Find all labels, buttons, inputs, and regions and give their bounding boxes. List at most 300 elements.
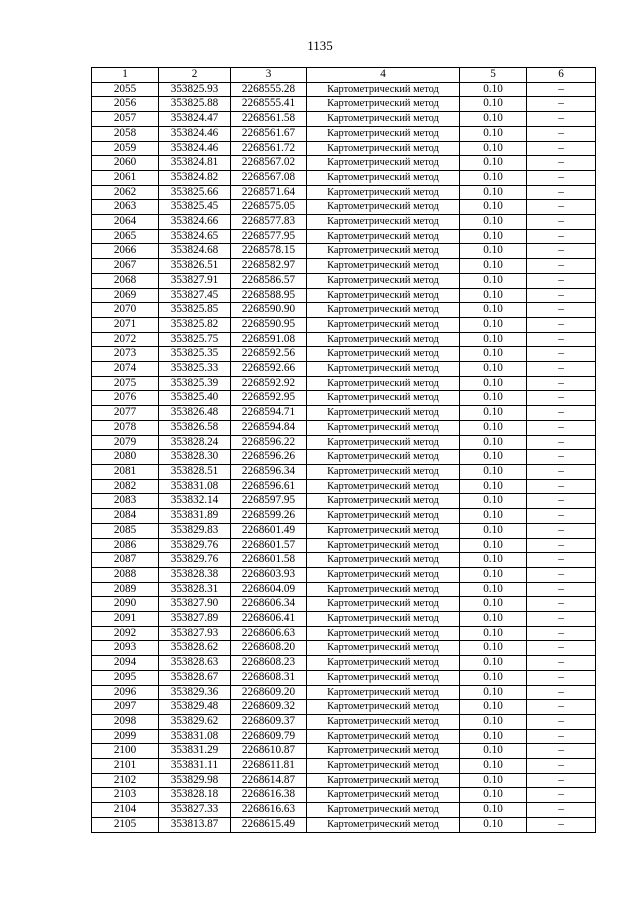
y-coordinate-cell: 2268561.58	[231, 112, 307, 127]
note-cell: –	[527, 729, 596, 744]
method-cell: Картометрический метод	[307, 200, 460, 215]
table-row	[92, 567, 596, 582]
accuracy-cell: 0.10	[460, 244, 527, 259]
y-coordinate-cell: 2268608.31	[231, 670, 307, 685]
note-cell: –	[527, 612, 596, 627]
note-cell: –	[527, 509, 596, 524]
point-number-cell: 2100	[92, 744, 159, 759]
method-cell: Картометрический метод	[307, 464, 460, 479]
x-coordinate-cell: 353824.46	[159, 126, 231, 141]
method-cell: Картометрический метод	[307, 97, 460, 112]
x-coordinate-cell: 353827.90	[159, 597, 231, 612]
x-coordinate-cell: 353825.40	[159, 391, 231, 406]
point-number-cell: 2073	[92, 347, 159, 362]
accuracy-cell: 0.10	[460, 773, 527, 788]
method-cell: Картометрический метод	[307, 626, 460, 641]
point-number-cell: 2079	[92, 435, 159, 450]
point-number-cell: 2074	[92, 362, 159, 377]
accuracy-cell: 0.10	[460, 656, 527, 671]
table-body	[92, 82, 596, 832]
accuracy-cell: 0.10	[460, 567, 527, 582]
note-cell: –	[527, 435, 596, 450]
table-row	[92, 700, 596, 715]
x-coordinate-cell: 353825.66	[159, 185, 231, 200]
y-coordinate-cell: 2268597.95	[231, 494, 307, 509]
x-coordinate-cell: 353829.76	[159, 538, 231, 553]
accuracy-cell: 0.10	[460, 170, 527, 185]
x-coordinate-cell: 353828.18	[159, 788, 231, 803]
y-coordinate-cell: 2268609.20	[231, 685, 307, 700]
note-cell: –	[527, 332, 596, 347]
method-cell: Картометрический метод	[307, 538, 460, 553]
column-header: 6	[527, 68, 596, 83]
point-number-cell: 2063	[92, 200, 159, 215]
note-cell: –	[527, 670, 596, 685]
method-cell: Картометрический метод	[307, 435, 460, 450]
y-coordinate-cell: 2268610.87	[231, 744, 307, 759]
note-cell: –	[527, 82, 596, 97]
note-cell: –	[527, 303, 596, 318]
note-cell: –	[527, 656, 596, 671]
y-coordinate-cell: 2268614.87	[231, 773, 307, 788]
point-number-cell: 2094	[92, 656, 159, 671]
accuracy-cell: 0.10	[460, 406, 527, 421]
point-number-cell: 2081	[92, 464, 159, 479]
y-coordinate-cell: 2268588.95	[231, 288, 307, 303]
point-number-cell: 2092	[92, 626, 159, 641]
method-cell: Картометрический метод	[307, 273, 460, 288]
y-coordinate-cell: 2268577.95	[231, 229, 307, 244]
x-coordinate-cell: 353827.89	[159, 612, 231, 627]
method-cell: Картометрический метод	[307, 656, 460, 671]
y-coordinate-cell: 2268596.34	[231, 464, 307, 479]
point-number-cell: 2086	[92, 538, 159, 553]
note-cell: –	[527, 156, 596, 171]
method-cell: Картометрический метод	[307, 332, 460, 347]
table-row	[92, 347, 596, 362]
method-cell: Картометрический метод	[307, 347, 460, 362]
column-header: 3	[231, 68, 307, 83]
accuracy-cell: 0.10	[460, 156, 527, 171]
y-coordinate-cell: 2268591.08	[231, 332, 307, 347]
note-cell: –	[527, 553, 596, 568]
point-number-cell: 2072	[92, 332, 159, 347]
table-row	[92, 376, 596, 391]
table-row	[92, 420, 596, 435]
accuracy-cell: 0.10	[460, 744, 527, 759]
point-number-cell: 2070	[92, 303, 159, 318]
method-cell: Картометрический метод	[307, 817, 460, 832]
accuracy-cell: 0.10	[460, 523, 527, 538]
y-coordinate-cell: 2268609.32	[231, 700, 307, 715]
point-number-cell: 2090	[92, 597, 159, 612]
y-coordinate-cell: 2268561.67	[231, 126, 307, 141]
x-coordinate-cell: 353827.93	[159, 626, 231, 641]
y-coordinate-cell: 2268601.58	[231, 553, 307, 568]
note-cell: –	[527, 494, 596, 509]
accuracy-cell: 0.10	[460, 450, 527, 465]
y-coordinate-cell: 2268592.95	[231, 391, 307, 406]
x-coordinate-cell: 353824.81	[159, 156, 231, 171]
x-coordinate-cell: 353824.82	[159, 170, 231, 185]
y-coordinate-cell: 2268604.09	[231, 582, 307, 597]
y-coordinate-cell: 2268592.92	[231, 376, 307, 391]
accuracy-cell: 0.10	[460, 626, 527, 641]
x-coordinate-cell: 353831.08	[159, 479, 231, 494]
note-cell: –	[527, 582, 596, 597]
y-coordinate-cell: 2268571.64	[231, 185, 307, 200]
table-row	[92, 141, 596, 156]
table-row	[92, 273, 596, 288]
note-cell: –	[527, 773, 596, 788]
y-coordinate-cell: 2268592.56	[231, 347, 307, 362]
table-row	[92, 317, 596, 332]
note-cell: –	[527, 464, 596, 479]
y-coordinate-cell: 2268592.66	[231, 362, 307, 377]
accuracy-cell: 0.10	[460, 817, 527, 832]
method-cell: Картометрический метод	[307, 126, 460, 141]
method-cell: Картометрический метод	[307, 112, 460, 127]
point-number-cell: 2075	[92, 376, 159, 391]
method-cell: Картометрический метод	[307, 376, 460, 391]
point-number-cell: 2059	[92, 141, 159, 156]
accuracy-cell: 0.10	[460, 464, 527, 479]
point-number-cell: 2087	[92, 553, 159, 568]
method-cell: Картометрический метод	[307, 391, 460, 406]
y-coordinate-cell: 2268599.26	[231, 509, 307, 524]
method-cell: Картометрический метод	[307, 229, 460, 244]
accuracy-cell: 0.10	[460, 538, 527, 553]
point-number-cell: 2102	[92, 773, 159, 788]
y-coordinate-cell: 2268596.26	[231, 450, 307, 465]
method-cell: Картометрический метод	[307, 700, 460, 715]
method-cell: Картометрический метод	[307, 567, 460, 582]
note-cell: –	[527, 406, 596, 421]
table-row	[92, 612, 596, 627]
x-coordinate-cell: 353828.24	[159, 435, 231, 450]
point-number-cell: 2091	[92, 612, 159, 627]
method-cell: Картометрический метод	[307, 714, 460, 729]
table-row	[92, 641, 596, 656]
note-cell: –	[527, 759, 596, 774]
point-number-cell: 2065	[92, 229, 159, 244]
note-cell: –	[527, 479, 596, 494]
x-coordinate-cell: 353826.51	[159, 259, 231, 274]
table-row	[92, 303, 596, 318]
y-coordinate-cell: 2268606.34	[231, 597, 307, 612]
table-row	[92, 685, 596, 700]
accuracy-cell: 0.10	[460, 376, 527, 391]
x-coordinate-cell: 353829.62	[159, 714, 231, 729]
table-row	[92, 185, 596, 200]
y-coordinate-cell: 2268609.37	[231, 714, 307, 729]
accuracy-cell: 0.10	[460, 259, 527, 274]
note-cell: –	[527, 700, 596, 715]
table-row	[92, 170, 596, 185]
method-cell: Картометрический метод	[307, 553, 460, 568]
method-cell: Картометрический метод	[307, 612, 460, 627]
method-cell: Картометрический метод	[307, 803, 460, 818]
x-coordinate-cell: 353826.48	[159, 406, 231, 421]
method-cell: Картометрический метод	[307, 141, 460, 156]
point-number-cell: 2061	[92, 170, 159, 185]
method-cell: Картометрический метод	[307, 670, 460, 685]
x-coordinate-cell: 353828.62	[159, 641, 231, 656]
y-coordinate-cell: 2268606.41	[231, 612, 307, 627]
x-coordinate-cell: 353829.98	[159, 773, 231, 788]
table-row	[92, 112, 596, 127]
method-cell: Картометрический метод	[307, 494, 460, 509]
y-coordinate-cell: 2268608.20	[231, 641, 307, 656]
note-cell: –	[527, 229, 596, 244]
coordinates-table	[91, 67, 596, 833]
table-row	[92, 803, 596, 818]
point-number-cell: 2095	[92, 670, 159, 685]
point-number-cell: 2077	[92, 406, 159, 421]
y-coordinate-cell: 2268561.72	[231, 141, 307, 156]
point-number-cell: 2067	[92, 259, 159, 274]
point-number-cell: 2068	[92, 273, 159, 288]
point-number-cell: 2082	[92, 479, 159, 494]
column-header: 2	[159, 68, 231, 83]
note-cell: –	[527, 200, 596, 215]
method-cell: Картометрический метод	[307, 420, 460, 435]
y-coordinate-cell: 2268615.49	[231, 817, 307, 832]
note-cell: –	[527, 597, 596, 612]
page-number: 1135	[307, 38, 333, 53]
accuracy-cell: 0.10	[460, 317, 527, 332]
x-coordinate-cell: 353827.33	[159, 803, 231, 818]
table-row	[92, 332, 596, 347]
point-number-cell: 2103	[92, 788, 159, 803]
y-coordinate-cell: 2268590.90	[231, 303, 307, 318]
point-number-cell: 2056	[92, 97, 159, 112]
y-coordinate-cell: 2268567.08	[231, 170, 307, 185]
x-coordinate-cell: 353826.58	[159, 420, 231, 435]
accuracy-cell: 0.10	[460, 362, 527, 377]
note-cell: –	[527, 244, 596, 259]
note-cell: –	[527, 391, 596, 406]
table-row	[92, 362, 596, 377]
y-coordinate-cell: 2268555.41	[231, 97, 307, 112]
accuracy-cell: 0.10	[460, 494, 527, 509]
table-row	[92, 670, 596, 685]
method-cell: Картометрический метод	[307, 641, 460, 656]
method-cell: Картометрический метод	[307, 215, 460, 230]
note-cell: –	[527, 538, 596, 553]
method-cell: Картометрический метод	[307, 509, 460, 524]
y-coordinate-cell: 2268609.79	[231, 729, 307, 744]
table-header-row	[92, 68, 596, 83]
x-coordinate-cell: 353824.46	[159, 141, 231, 156]
accuracy-cell: 0.10	[460, 509, 527, 524]
y-coordinate-cell: 2268555.28	[231, 82, 307, 97]
point-number-cell: 2066	[92, 244, 159, 259]
note-cell: –	[527, 744, 596, 759]
accuracy-cell: 0.10	[460, 288, 527, 303]
x-coordinate-cell: 353831.29	[159, 744, 231, 759]
note-cell: –	[527, 450, 596, 465]
note-cell: –	[527, 641, 596, 656]
accuracy-cell: 0.10	[460, 685, 527, 700]
method-cell: Картометрический метод	[307, 582, 460, 597]
y-coordinate-cell: 2268603.93	[231, 567, 307, 582]
accuracy-cell: 0.10	[460, 200, 527, 215]
x-coordinate-cell: 353829.83	[159, 523, 231, 538]
note-cell: –	[527, 567, 596, 582]
method-cell: Картометрический метод	[307, 685, 460, 700]
x-coordinate-cell: 353829.76	[159, 553, 231, 568]
note-cell: –	[527, 362, 596, 377]
note-cell: –	[527, 170, 596, 185]
note-cell: –	[527, 420, 596, 435]
note-cell: –	[527, 376, 596, 391]
point-number-cell: 2105	[92, 817, 159, 832]
x-coordinate-cell: 353825.35	[159, 347, 231, 362]
accuracy-cell: 0.10	[460, 479, 527, 494]
method-cell: Картометрический метод	[307, 362, 460, 377]
x-coordinate-cell: 353828.63	[159, 656, 231, 671]
point-number-cell: 2088	[92, 567, 159, 582]
table-row	[92, 817, 596, 832]
accuracy-cell: 0.10	[460, 141, 527, 156]
point-number-cell: 2085	[92, 523, 159, 538]
x-coordinate-cell: 353827.91	[159, 273, 231, 288]
column-header: 4	[307, 68, 460, 83]
table-row	[92, 229, 596, 244]
point-number-cell: 2098	[92, 714, 159, 729]
y-coordinate-cell: 2268578.15	[231, 244, 307, 259]
accuracy-cell: 0.10	[460, 612, 527, 627]
x-coordinate-cell: 353831.89	[159, 509, 231, 524]
method-cell: Картометрический метод	[307, 156, 460, 171]
accuracy-cell: 0.10	[460, 347, 527, 362]
accuracy-cell: 0.10	[460, 97, 527, 112]
y-coordinate-cell: 2268582.97	[231, 259, 307, 274]
table-row	[92, 773, 596, 788]
note-cell: –	[527, 126, 596, 141]
method-cell: Картометрический метод	[307, 303, 460, 318]
table-row	[92, 788, 596, 803]
x-coordinate-cell: 353828.30	[159, 450, 231, 465]
point-number-cell: 2093	[92, 641, 159, 656]
table-row	[92, 259, 596, 274]
table-row	[92, 479, 596, 494]
table-row	[92, 597, 596, 612]
table-row	[92, 200, 596, 215]
note-cell: –	[527, 685, 596, 700]
accuracy-cell: 0.10	[460, 597, 527, 612]
table-row	[92, 509, 596, 524]
table-row	[92, 759, 596, 774]
x-coordinate-cell: 353832.14	[159, 494, 231, 509]
note-cell: –	[527, 803, 596, 818]
table-row	[92, 126, 596, 141]
x-coordinate-cell: 353824.68	[159, 244, 231, 259]
note-cell: –	[527, 215, 596, 230]
y-coordinate-cell: 2268594.84	[231, 420, 307, 435]
x-coordinate-cell: 353828.38	[159, 567, 231, 582]
note-cell: –	[527, 317, 596, 332]
table-row	[92, 729, 596, 744]
table-row	[92, 538, 596, 553]
note-cell: –	[527, 523, 596, 538]
accuracy-cell: 0.10	[460, 803, 527, 818]
x-coordinate-cell: 353824.65	[159, 229, 231, 244]
note-cell: –	[527, 259, 596, 274]
x-coordinate-cell: 353824.47	[159, 112, 231, 127]
x-coordinate-cell: 353824.66	[159, 215, 231, 230]
method-cell: Картометрический метод	[307, 744, 460, 759]
y-coordinate-cell: 2268601.49	[231, 523, 307, 538]
point-number-cell: 2080	[92, 450, 159, 465]
y-coordinate-cell: 2268596.61	[231, 479, 307, 494]
method-cell: Картометрический метод	[307, 788, 460, 803]
accuracy-cell: 0.10	[460, 553, 527, 568]
point-number-cell: 2083	[92, 494, 159, 509]
table-row	[92, 244, 596, 259]
point-number-cell: 2101	[92, 759, 159, 774]
table-row	[92, 97, 596, 112]
accuracy-cell: 0.10	[460, 229, 527, 244]
method-cell: Картометрический метод	[307, 244, 460, 259]
accuracy-cell: 0.10	[460, 714, 527, 729]
x-coordinate-cell: 353829.48	[159, 700, 231, 715]
method-cell: Картометрический метод	[307, 597, 460, 612]
table-row	[92, 582, 596, 597]
x-coordinate-cell: 353825.75	[159, 332, 231, 347]
point-number-cell: 2104	[92, 803, 159, 818]
accuracy-cell: 0.10	[460, 641, 527, 656]
y-coordinate-cell: 2268616.38	[231, 788, 307, 803]
note-cell: –	[527, 185, 596, 200]
x-coordinate-cell: 353828.51	[159, 464, 231, 479]
point-number-cell: 2089	[92, 582, 159, 597]
method-cell: Картометрический метод	[307, 479, 460, 494]
x-coordinate-cell: 353828.67	[159, 670, 231, 685]
accuracy-cell: 0.10	[460, 303, 527, 318]
method-cell: Картометрический метод	[307, 450, 460, 465]
point-number-cell: 2057	[92, 112, 159, 127]
table-row	[92, 656, 596, 671]
point-number-cell: 2060	[92, 156, 159, 171]
x-coordinate-cell: 353825.85	[159, 303, 231, 318]
accuracy-cell: 0.10	[460, 729, 527, 744]
method-cell: Картометрический метод	[307, 729, 460, 744]
x-coordinate-cell: 353825.39	[159, 376, 231, 391]
point-number-cell: 2071	[92, 317, 159, 332]
y-coordinate-cell: 2268575.05	[231, 200, 307, 215]
method-cell: Картометрический метод	[307, 259, 460, 274]
table-row	[92, 626, 596, 641]
note-cell: –	[527, 288, 596, 303]
table-row	[92, 714, 596, 729]
point-number-cell: 2069	[92, 288, 159, 303]
table-row	[92, 82, 596, 97]
accuracy-cell: 0.10	[460, 670, 527, 685]
accuracy-cell: 0.10	[460, 582, 527, 597]
y-coordinate-cell: 2268608.23	[231, 656, 307, 671]
method-cell: Картометрический метод	[307, 773, 460, 788]
method-cell: Картометрический метод	[307, 406, 460, 421]
column-header: 5	[460, 68, 527, 83]
x-coordinate-cell: 353829.36	[159, 685, 231, 700]
table-row	[92, 406, 596, 421]
y-coordinate-cell: 2268606.63	[231, 626, 307, 641]
table-row	[92, 553, 596, 568]
x-coordinate-cell: 353827.45	[159, 288, 231, 303]
table-row	[92, 464, 596, 479]
